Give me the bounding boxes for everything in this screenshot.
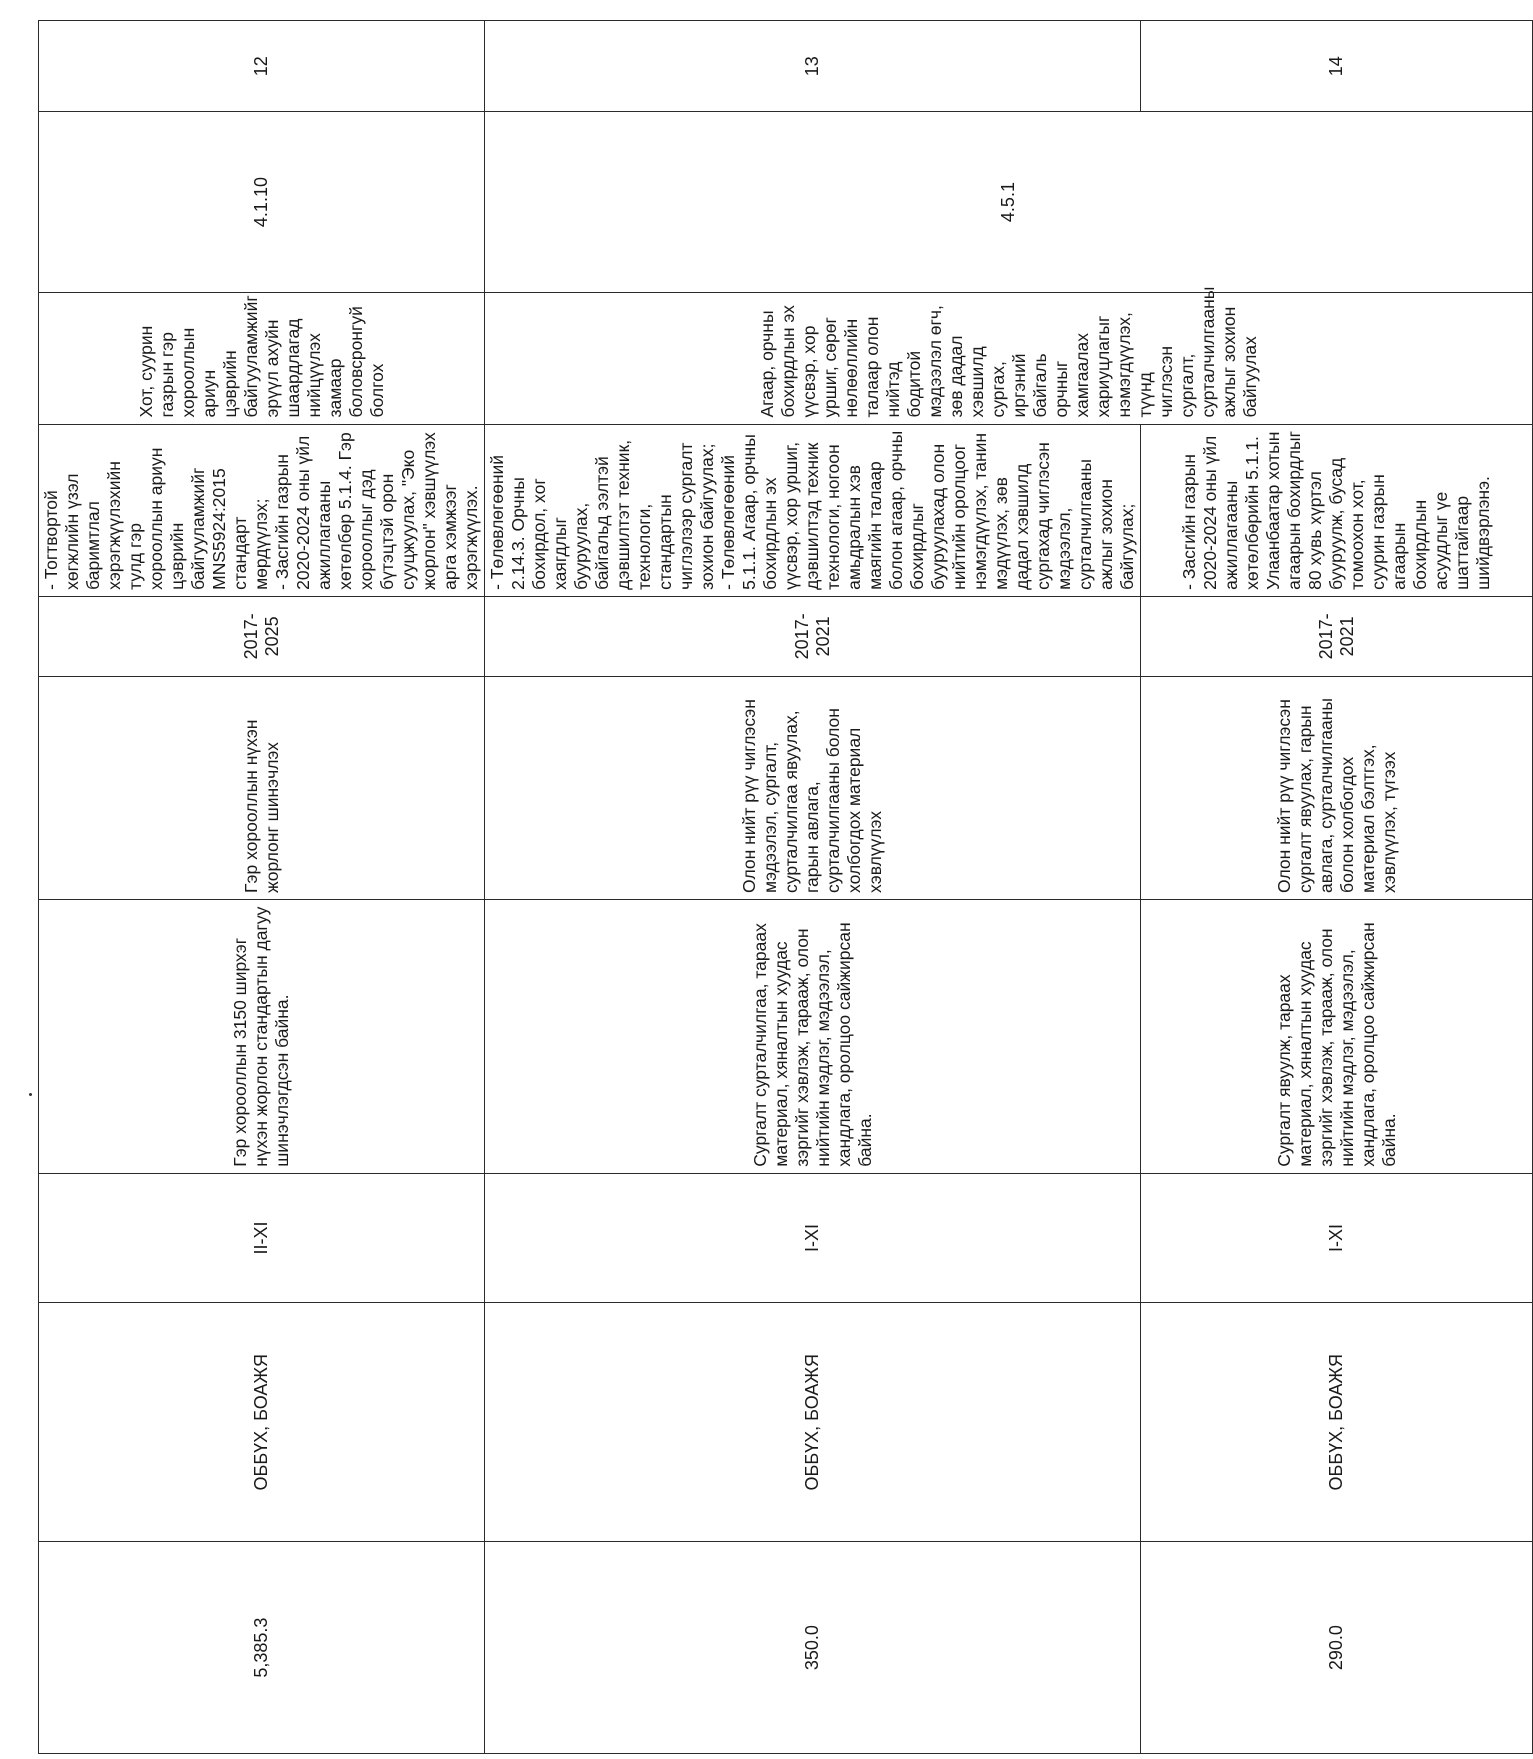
goal-cell-13-14: Агаар, орчны бохирдлын эх үүсвэр, хор уршиг, сөрөг нөлөөллийн талаар олон нийтэд бодитой мэдээлэл өгч, зөв дадал хэвшилд сургах, иргэний байгаль орчныг хамгаалах хариуцлагыг нэмэгдүүлэх, түүнд чиглэсэн сургалт, сурталчилгааны ажлыг зохион байгуулах (485, 292, 1533, 424)
activity-cell-13: Олон нийт рүү чиглэсэн мэдээлэл, сургалт, сурталчилгаа явуулах, гарын авлага, сурталчилгааны болон холбогдох материал хэвлүүлэх (485, 676, 1141, 899)
number-cell-14: 14 (1141, 21, 1533, 112)
number-cell-13: 13 (485, 21, 1141, 112)
basis-cell-14: - Засгийн газрын 2020-2024 оны үйл ажиллагааны хөтөлбөрийн 5.1.1. Улаанбаатар хотын агаарын бохирдлыг 80 хувь хүртэл бууруулж, бусад томоохон хот, суурин газрын агаарын бохирдлын асуудлыг үе шаттайгаар шийдвэрлэнэ. (1141, 424, 1533, 596)
budget-cell-13: 350.0 (485, 1542, 1141, 1754)
period-cell-14: 2017-2021 (1141, 596, 1533, 676)
code-cell-12: 4.1.10 (39, 112, 485, 292)
scan-speck (29, 1093, 32, 1096)
basis-cell-13: - Төлөвлөгөөний 2.14.3. Орчны бохирдол, хог хаягдлыг бууруулах, байгальд ээлтэй дэвшилтэт техник, технологи, стандартын чиглэлээр сургалт зохион байгуулах; - Төлөвлөгөөний 5.1.1. Агаар, орчны бохирдлын эх үүсвэр, хор уршиг, дэвшилтэд техник технологи, ногоон амьдралын хэв маягийн талаар болон агаар, орчны бохирдлыг бууруулахад олон нийтийн оролцоог нэмэгдүүлэх, танин мэдүүлэх, зөв дадал хэвшилд сургахад чиглэсэн мэдээлэл, сурталчилгааны ажлыг зохион байгуулах; (485, 424, 1141, 596)
period-cell-13: 2017-2021 (485, 596, 1141, 676)
outcome-cell-13: Сургалт сурталчилгаа, тараах материал, хяналтын хуудас зэргийг хэвлэж, тарааж, олон нийтийн мэдлэг, мэдээлэл, хандлага, оролцоо сайжирсан байна. (485, 899, 1141, 1173)
period-cell-12: 2017-2025 (39, 596, 485, 676)
budget-cell-12: 5,385.3 (39, 1542, 485, 1754)
responsible-cell-12: ОББҮХ, БОАЖЯ (39, 1303, 485, 1542)
term-cell-13: I-XI (485, 1173, 1141, 1303)
table-row-13 (485, 21, 1141, 1754)
number-cell-12: 12 (39, 21, 485, 112)
activity-cell-12: Гэр хорооллын нүхэн жорлонг шинэчлэх (39, 676, 485, 899)
goal-cell-12: Хот, суурин газрын гэр хорооллын ариун цэврийн байгууламжийг эрүүл ахуйн шаардлагад нийцүүлэх замаар боловсронгуй болгох (39, 292, 485, 424)
outcome-cell-14: Сургалт явуулж, тараах материал, хяналтын хуудас зэргийг хэвлэж, тарааж, олон нийтийн мэдлэг, мэдээлэл, хандлага, оролцоо сайжирсан байна. (1141, 899, 1533, 1173)
term-cell-14: I-XI (1141, 1173, 1533, 1303)
rotated-table-wrapper (38, 20, 1493, 1754)
responsible-cell-14: ОББҮХ, БОАЖЯ (1141, 1303, 1533, 1542)
responsible-cell-13: ОББҮХ, БОАЖЯ (485, 1303, 1141, 1542)
term-cell-12: II-XI (39, 1173, 485, 1303)
activity-cell-14: Олон нийт рүү чиглэсэн сургалт явуулах, гарын авлага, сурталчилгааны болон холбогдох материал бэлтгэх, хэвлүүлэх, түгээх (1141, 676, 1533, 899)
basis-cell-12: - Тогтвортой хөгжлийн үзэл баримтлал хэрэгжүүлэхийн тулд гэр хорооллын ариун цэврийн байгууламжийг MNS5924:2015 стандарт мөрдүүлэх; - Засгийн газрын 2020-2024 оны үйл ажиллагааны хөтөлбөр 5.1.4. Гэр хорооллыг дэд бүтэцтэй орон сууцжуулах, "Эко жорлон" хэвшүүлэх арга хэмжээг хэрэгжүүлэх. (39, 424, 485, 596)
table-row-12 (39, 21, 485, 1754)
budget-cell-14: 290.0 (1141, 1542, 1533, 1754)
code-cell-13-14: 4.5.1 (485, 112, 1533, 292)
action-plan-table (38, 20, 1533, 1754)
outcome-cell-12: Гэр хорооллын 3150 ширхэг нүхэн жорлон стандартын дагуу шинэчлэгдсэн байна. (39, 899, 485, 1173)
